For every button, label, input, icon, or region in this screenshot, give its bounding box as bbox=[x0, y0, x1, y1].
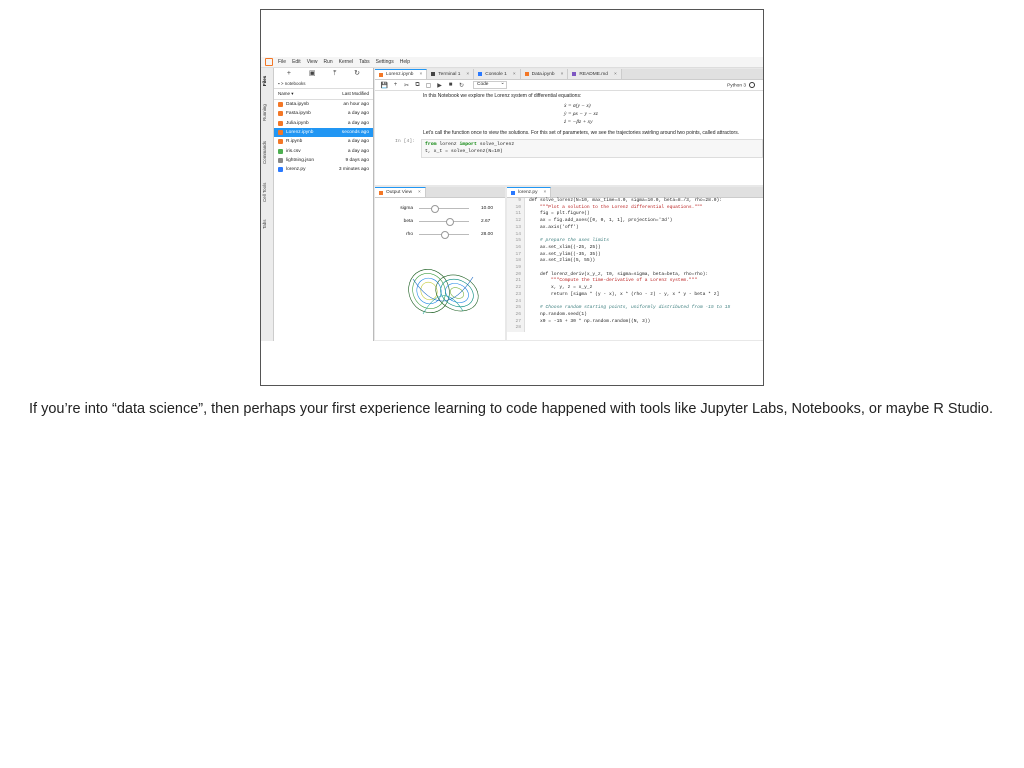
line-number: 15 bbox=[515, 238, 521, 244]
code-line[interactable]: x, y, z = x_y_z bbox=[529, 285, 593, 291]
file-list-header bbox=[274, 88, 373, 100]
code-lines[interactable] bbox=[525, 198, 730, 332]
code-cell[interactable] bbox=[395, 139, 763, 158]
output-view-tab-bar bbox=[375, 187, 505, 198]
line-number: 25 bbox=[515, 305, 521, 311]
file-modified: a day ago bbox=[347, 120, 369, 126]
code-line[interactable]: ax.set_ylim((-35, 35)) bbox=[529, 251, 601, 257]
line-number: 11 bbox=[515, 211, 521, 217]
file-row[interactable] bbox=[274, 165, 373, 174]
file-row[interactable] bbox=[274, 128, 373, 137]
upload-icon[interactable]: ⤒ bbox=[333, 70, 337, 77]
menu-kernel[interactable]: Kernel bbox=[338, 59, 354, 65]
file-name: R.ipynb bbox=[286, 139, 303, 145]
close-icon[interactable]: × bbox=[512, 71, 516, 77]
line-number: 9 bbox=[518, 198, 521, 203]
menu-file[interactable]: File bbox=[278, 59, 287, 65]
sidebar-tab-files[interactable]: Files bbox=[262, 75, 267, 87]
chevron-down-icon: ⌄ bbox=[500, 81, 505, 86]
screenshot-frame bbox=[260, 9, 764, 386]
cut-icon[interactable]: ✂ bbox=[403, 82, 410, 89]
file-name: Fasta.ipynb bbox=[286, 111, 311, 117]
slider-track[interactable] bbox=[419, 208, 469, 210]
close-icon[interactable]: × bbox=[560, 71, 564, 77]
file-modified: seconds ago bbox=[341, 130, 369, 136]
slider-beta bbox=[375, 215, 505, 228]
file-modified: an hour ago bbox=[343, 102, 369, 108]
slider-value[interactable]: 2.67 bbox=[481, 219, 491, 224]
document-tab[interactable] bbox=[474, 69, 520, 79]
jupyterlab-window bbox=[261, 57, 764, 341]
markdown-paragraph[interactable]: Let's call the function once to view the solutions. For this set of parameters, we see the trajectories swirling around two points, called attractors. bbox=[423, 130, 740, 136]
main-area bbox=[374, 68, 764, 341]
code-line[interactable]: # Choose random starting points, uniformly distributed from -15 to 15 bbox=[529, 305, 731, 311]
line-number: 27 bbox=[515, 318, 521, 324]
run-icon[interactable]: ▶ bbox=[437, 82, 442, 89]
slider-widgets bbox=[375, 198, 505, 241]
document-tab[interactable] bbox=[521, 69, 569, 79]
file-row[interactable] bbox=[274, 119, 373, 128]
column-modified-header[interactable]: Last Modified bbox=[342, 91, 369, 96]
stop-icon[interactable]: ■ bbox=[448, 82, 453, 88]
file-name: lightning.json bbox=[286, 157, 315, 163]
file-modified: a day ago bbox=[347, 111, 369, 117]
line-number: 20 bbox=[515, 271, 521, 277]
line-number: 12 bbox=[515, 218, 521, 224]
line-number: 28 bbox=[515, 325, 521, 331]
sidebar-tab-tabs[interactable]: Tabs bbox=[262, 219, 267, 229]
menu-help[interactable]: Help bbox=[399, 59, 411, 65]
file-list bbox=[274, 100, 373, 174]
code-line[interactable]: # prepare the axes limits bbox=[529, 238, 609, 244]
copy-icon[interactable]: ⧉ bbox=[415, 81, 420, 88]
file-type-icon bbox=[278, 130, 283, 135]
document-tab[interactable] bbox=[427, 69, 474, 79]
equation-y: ẏ = ρx − y − xz bbox=[564, 111, 598, 117]
tab-type-icon bbox=[478, 72, 482, 76]
code-line[interactable]: np.random.seed(1) bbox=[529, 311, 587, 317]
file-type-icon bbox=[278, 139, 283, 144]
line-number: 13 bbox=[515, 224, 521, 230]
menu-view[interactable]: View bbox=[306, 59, 318, 65]
sort-arrow-icon: ▾ bbox=[291, 91, 294, 96]
slider-value[interactable]: 10.00 bbox=[481, 206, 494, 211]
line-number: 18 bbox=[515, 258, 521, 264]
document-tab-bar bbox=[375, 69, 763, 80]
tab-type-icon bbox=[431, 72, 435, 76]
slider-handle[interactable] bbox=[446, 218, 454, 226]
tab-type-icon bbox=[379, 73, 383, 77]
file-type-icon bbox=[278, 111, 283, 116]
menu-run[interactable]: Run bbox=[323, 59, 333, 65]
menu-settings[interactable]: Settings bbox=[375, 59, 394, 65]
file-modified: a day ago bbox=[347, 139, 369, 145]
code-line[interactable]: fig = plt.figure() bbox=[529, 211, 590, 217]
file-browser bbox=[274, 68, 374, 341]
code-editor[interactable]: from lorenz import solve_lorenz t, x_t = solve_lorenz(N=10) bbox=[421, 139, 763, 158]
close-icon[interactable]: × bbox=[543, 190, 547, 195]
output-view-panel bbox=[375, 187, 505, 340]
file-name: lorenz.py bbox=[286, 167, 306, 173]
code-line[interactable]: def solve_lorenz(N=10, max_time=4.0, sigma=10.0, beta=8./3, rho=28.0): bbox=[529, 198, 722, 203]
code-line[interactable]: return [sigma * (y - x), x * (rho - z) - y, x * y - beta * z] bbox=[529, 291, 720, 297]
slider-rho bbox=[375, 228, 505, 241]
slider-handle[interactable] bbox=[431, 205, 439, 213]
sidebar-tab-cell-tools[interactable]: Cell Tools bbox=[262, 182, 267, 202]
code-line[interactable]: """Compute the time-derivative of a Lorenz system.""" bbox=[529, 278, 698, 284]
file-type-icon bbox=[278, 121, 283, 126]
line-number: 21 bbox=[515, 278, 521, 284]
notebook-panel bbox=[375, 69, 763, 185]
file-row[interactable] bbox=[274, 100, 373, 109]
file-name: iris.csv bbox=[286, 148, 301, 154]
notebook-toolbar bbox=[375, 80, 763, 91]
file-row[interactable] bbox=[274, 137, 373, 146]
save-icon[interactable]: 💾 bbox=[380, 82, 389, 89]
restart-icon[interactable]: ↻ bbox=[458, 82, 465, 89]
slider-sigma bbox=[375, 202, 505, 215]
python-editor-panel bbox=[507, 187, 763, 340]
file-name: Julia.ipynb bbox=[286, 120, 309, 126]
slide-caption: If you’re into “data science”, then perhaps your first experience learning to code happened with tools like Jupyter Labs, Notebooks, or maybe R Studio. bbox=[29, 401, 993, 417]
breadcrumb[interactable]: ▪ > notebooks bbox=[278, 81, 306, 86]
line-number: 10 bbox=[515, 204, 521, 210]
line-number: 16 bbox=[515, 244, 521, 250]
tab-label: Terminal 1 bbox=[438, 71, 461, 77]
file-row[interactable] bbox=[274, 156, 373, 165]
file-type-icon bbox=[278, 102, 283, 107]
tab-label: Data.ipynb bbox=[531, 71, 555, 77]
code-line[interactable]: def lorenz_deriv(x_y_z, t0, sigma=sigma, beta=beta, rho=rho): bbox=[529, 271, 709, 277]
menu-edit[interactable]: Edit bbox=[292, 59, 301, 65]
left-sidebar bbox=[261, 68, 274, 341]
file-row[interactable] bbox=[274, 109, 373, 118]
new-folder-icon[interactable]: ▣ bbox=[308, 70, 316, 77]
code-line[interactable] bbox=[529, 325, 730, 332]
file-modified: 9 days ago bbox=[345, 157, 369, 163]
tab-label: README.md bbox=[579, 71, 608, 77]
sidebar-tab-running[interactable]: Running bbox=[262, 104, 267, 122]
python-file-icon bbox=[511, 191, 515, 195]
menu-tabs[interactable]: Tabs bbox=[359, 59, 370, 65]
code-line[interactable]: ax.set_xlim((-25, 25)) bbox=[529, 244, 601, 250]
file-type-icon bbox=[278, 149, 283, 154]
line-number: 23 bbox=[515, 291, 521, 297]
kernel-status-icon bbox=[749, 82, 755, 88]
close-icon[interactable]: × bbox=[419, 72, 423, 77]
code-line[interactable]: ax = fig.add_axes([0, 0, 1, 1], projection='3d') bbox=[529, 218, 673, 224]
line-number: 24 bbox=[515, 298, 521, 304]
column-name-header[interactable]: Name ▾ bbox=[278, 91, 294, 96]
tab-type-icon bbox=[572, 72, 576, 76]
file-modified: a day ago bbox=[347, 148, 369, 154]
tab-type-icon bbox=[525, 72, 529, 76]
tab-lorenz-py[interactable]: lorenz.py × bbox=[507, 187, 551, 197]
markdown-intro[interactable]: In this Notebook we explore the Lorenz system of differential equations: bbox=[423, 93, 582, 99]
slider-handle[interactable] bbox=[441, 231, 449, 239]
file-row[interactable] bbox=[274, 146, 373, 155]
line-number: 22 bbox=[515, 285, 521, 291]
code-line[interactable]: ax.set_zlim((5, 55)) bbox=[529, 258, 596, 264]
line-number: 19 bbox=[515, 265, 521, 271]
tab-label: Console 1 bbox=[485, 71, 507, 77]
insert-cell-icon[interactable]: + bbox=[393, 82, 398, 88]
sidebar-tab-commands[interactable]: Commands bbox=[262, 140, 267, 164]
menu-bar bbox=[261, 57, 764, 68]
equation-x: ẋ = σ(y − x) bbox=[564, 103, 591, 109]
close-icon[interactable]: × bbox=[466, 71, 470, 77]
editor-tab-bar bbox=[507, 187, 763, 198]
slider-track[interactable] bbox=[419, 234, 469, 236]
line-number: 26 bbox=[515, 311, 521, 317]
file-type-icon bbox=[278, 167, 283, 172]
code-line[interactable]: x0 = -15 + 30 * np.random.random((N, 3)) bbox=[529, 318, 651, 324]
file-type-icon bbox=[278, 158, 283, 163]
line-number: 14 bbox=[515, 231, 521, 237]
close-icon[interactable]: × bbox=[613, 71, 617, 77]
output-view-icon bbox=[379, 191, 383, 195]
file-modified: 3 minutes ago bbox=[338, 167, 369, 173]
lorenz-attractor-plot bbox=[403, 259, 483, 329]
document-tab[interactable] bbox=[375, 69, 427, 79]
slider-track[interactable] bbox=[419, 221, 469, 223]
new-launcher-icon[interactable]: + bbox=[286, 70, 291, 77]
slider-label: beta bbox=[403, 219, 413, 224]
tab-label: Lorenz.ipynb bbox=[386, 72, 414, 77]
slider-value[interactable]: 28.00 bbox=[481, 232, 494, 237]
tab-output-view[interactable]: Output View × bbox=[375, 187, 426, 197]
code-editor-area[interactable] bbox=[507, 198, 763, 332]
slider-label: rho bbox=[406, 232, 413, 237]
slider-label: sigma bbox=[400, 206, 413, 211]
line-number-gutter bbox=[507, 198, 525, 332]
code-line[interactable]: """Plot a solution to the Lorenz differential equations.""" bbox=[529, 204, 703, 210]
document-tab[interactable] bbox=[568, 69, 621, 79]
code-line[interactable]: ax.axis('off') bbox=[529, 224, 579, 230]
cell-prompt: In [4]: bbox=[395, 139, 416, 144]
refresh-icon[interactable]: ↻ bbox=[354, 70, 361, 77]
notebook-content bbox=[375, 91, 763, 158]
file-browser-toolbar bbox=[274, 68, 373, 79]
equation-z: ż = −βz + xy bbox=[564, 119, 593, 125]
paste-icon[interactable]: ▢ bbox=[425, 82, 432, 89]
file-name: Lorenz.ipynb bbox=[286, 130, 314, 136]
line-number: 17 bbox=[515, 251, 521, 257]
jupyter-logo-icon bbox=[265, 58, 273, 66]
code-line[interactable] bbox=[529, 265, 730, 272]
close-icon[interactable]: × bbox=[418, 190, 421, 195]
file-name: Data.ipynb bbox=[286, 102, 309, 108]
kernel-name[interactable]: Python 3 bbox=[727, 82, 755, 88]
cell-type-select[interactable]: Code ⌄ bbox=[473, 81, 507, 89]
